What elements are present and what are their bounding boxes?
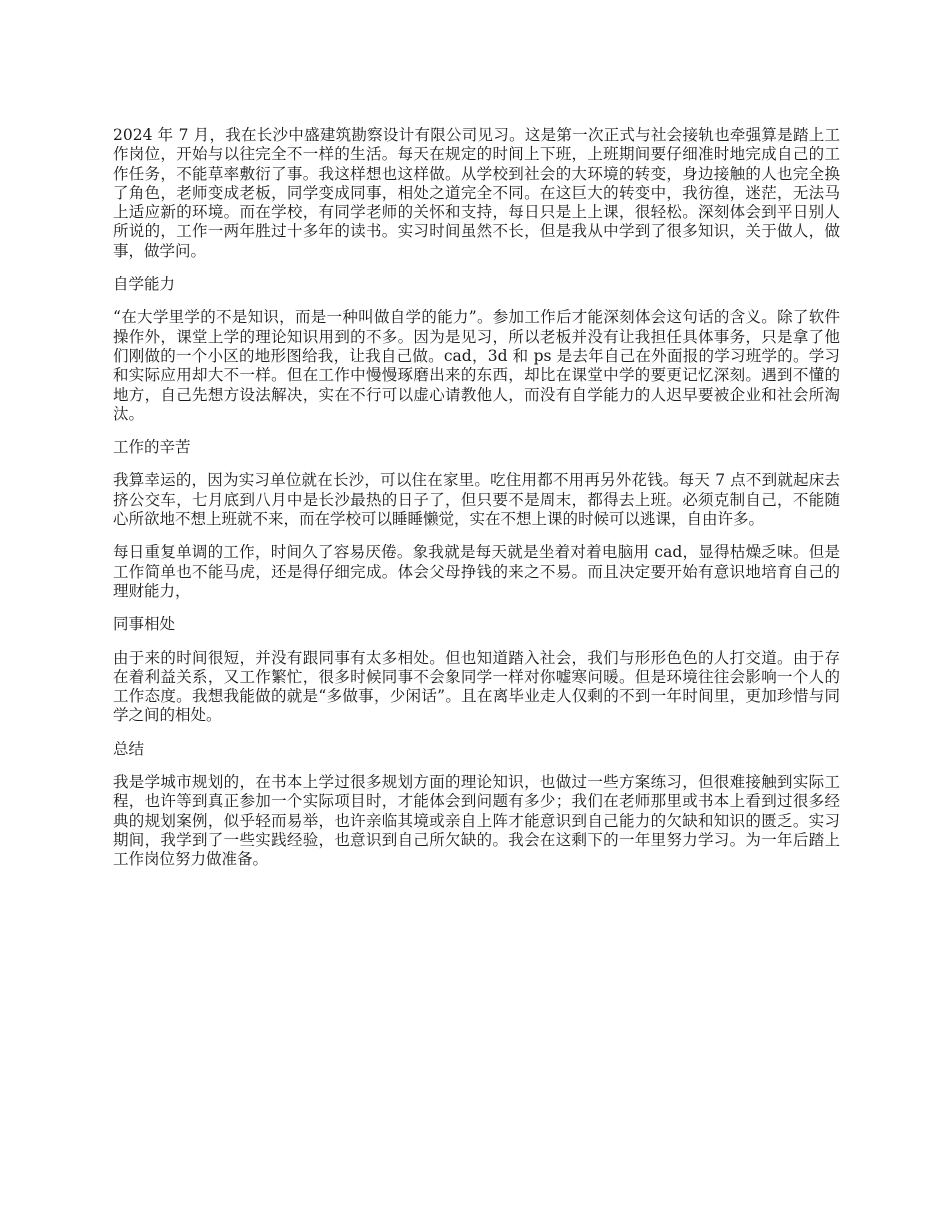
- section-heading-self-learning: 自学能力: [113, 275, 176, 294]
- summary-paragraph: 我是学城市规划的，在书本上学过很多规划方面的理论知识，也做过一些方案练习，但很难接触到实际工程，也许等到真正参加一个实际项目时，才能体会到问题有多少；我们在老师那里或书本上看到过很多经典的规划案例，似乎轻而易举，也许亲临其境或亲自上阵才能意识到自己能力的欠缺和知识的匮乏。实习期间，我学到了一些实践经验，也意识到自己所欠缺的。我会在这剩下的一年里努力学习。为一年后踏上工作岗位努力做准备。: [113, 773, 840, 869]
- colleagues-paragraph: 由于来的时间很短，并没有跟同事有太多相处。但也知道踏入社会，我们与形形色色的人打交道。由于存在着利益关系，又工作繁忙，很多时候同事不会象同学一样对你嘘寒问暖。但是环境往往会影响一个人的工作态度。我想我能做的就是“多做事，少闲话”。且在离毕业走人仅剩的不到一年时间里，更加珍惜与同学之间的相处。: [113, 648, 840, 725]
- intro-paragraph: 2024 年 7 月，我在长沙中盛建筑勘察设计有限公司见习。这是第一次正式与社会接轨也牵强算是踏上工作岗位，开始与以往完全不一样的生活。每天在规定的时间上下班，上班期间要仔细准时地完成自己的工作任务，不能草率敷衍了事。我这样想也这样做。从学校到社会的大环境的转变，身边接触的人也完全换了角色，老师变成老板，同学变成同事，相处之道完全不同。在这巨大的转变中，我彷徨，迷茫，无法马上适应新的环境。而在学校，有同学老师的关怀和支持，每日只是上上课，很轻松。深刻体会到平日别人所说的，工作一两年胜过十多年的读书。实习时间虽然不长，但是我从中学到了很多知识，关于做人，做事，做学问。: [113, 126, 840, 260]
- document-body: [113, 126, 840, 884]
- section-heading-colleagues: 同事相处: [113, 615, 176, 634]
- hardship-paragraph-1: 我算幸运的，因为实习单位就在长沙，可以住在家里。吃住用都不用再另外花钱。每天 7 点不到就起床去挤公交车，七月底到八月中是长沙最热的日子了，但只要不是周末，都得去上班。必须克制自己，不能随心所欲地不想上班就不来，而在学校可以睡睡懒觉，实在不想上课的时候可以逃课，自由许多。: [113, 471, 840, 529]
- section-heading-summary: 总结: [113, 739, 145, 758]
- self-learning-paragraph: “在大学里学的不是知识，而是一种叫做自学的能力”。参加工作后才能深刻体会这句话的含义。除了软件操作外，课堂上学的理论知识用到的不多。因为是见习，所以老板并没有让我担任具体事务，只是拿了他们刚做的一个小区的地形图给我，让我自己做。cad，3d 和 ps 是去年自己在外面报的学习班学的。学习和实际应用却大不一样。但在工作中慢慢琢磨出来的东西，却比在课堂中学的要更记忆深刻。遇到不懂的地方，自己先想方设法解决，实在不行可以虚心请教他人，而没有自学能力的人迟早要被企业和社会所淘汰。: [113, 308, 840, 423]
- hardship-paragraph-2: 每日重复单调的工作，时间久了容易厌倦。象我就是每天就是坐着对着电脑用 cad，显得枯燥乏味。但是工作简单也不能马虎，还是得仔细完成。体会父母挣钱的来之不易。而且决定要开始有意识地培育自己的理财能力，: [113, 543, 840, 600]
- section-heading-hardship: 工作的辛苦: [113, 438, 191, 457]
